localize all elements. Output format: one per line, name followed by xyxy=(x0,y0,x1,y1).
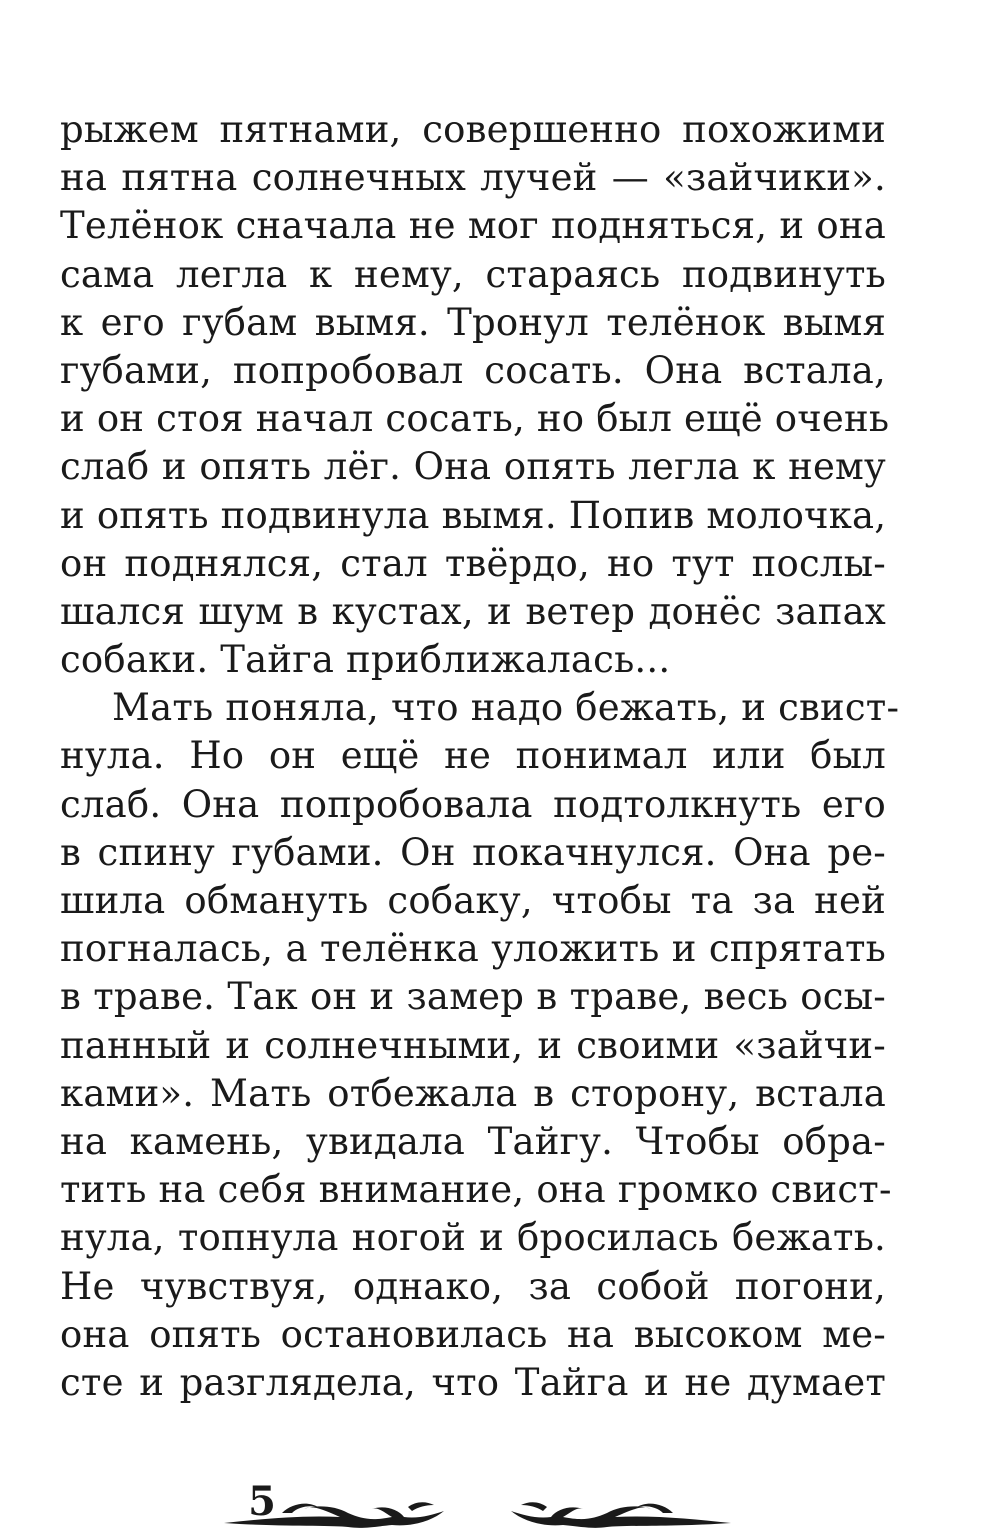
text-line: на пятна солнечных лучей — «зайчики». xyxy=(60,156,886,200)
text-line: шался шум в кустах, и ветер донёс запах xyxy=(60,589,886,633)
text-line: собаки. Тайга приближалась... xyxy=(60,638,671,682)
text-line: нула, топнула ногой и бросилась бежать. xyxy=(60,1216,886,1260)
decorative-swirl-right-icon xyxy=(508,1497,733,1537)
text-line: сте и разглядела, что Тайга и не думает xyxy=(60,1360,886,1404)
text-line: Не чувствуя, однако, за собой погони, xyxy=(60,1264,886,1308)
page-body-text xyxy=(60,106,900,1407)
text-line: к его губам вымя. Тронул телёнок вымя xyxy=(60,300,886,344)
text-line: Телёнок сначала не мог подняться, и она xyxy=(60,204,886,248)
text-line: в траве. Так он и замер в траве, весь осы- xyxy=(60,975,886,1019)
text-line: сама легла к нему, стараясь подвинуть xyxy=(60,252,886,296)
text-line: погналась, а телёнка уложить и спрятать xyxy=(60,927,886,971)
text-line: и опять подвинула вымя. Попив молочка, xyxy=(60,493,887,537)
text-line: рыжем пятнами, совершенно похожими xyxy=(60,108,886,151)
text-line: он поднялся, стал твёрдо, но тут послы- xyxy=(60,541,886,585)
text-line: ками». Мать отбежала в сторону, встала xyxy=(60,1071,886,1115)
text-line: шила обмануть собаку, чтобы та за ней xyxy=(60,879,886,922)
text-line: и он стоя начал сосать, но был ещё очень xyxy=(60,397,890,441)
text-line: слаб. Она попробовала подтолкнуть его xyxy=(60,782,886,826)
text-line: панный и солнечными, и своими «зайчи- xyxy=(60,1023,886,1067)
text-line: Мать поняла, что надо бежать, и свист- xyxy=(112,686,900,730)
text-line: нула. Но он ещё не понимал или был xyxy=(60,734,886,778)
text-line: тить на себя внимание, она громко свист- xyxy=(60,1168,892,1212)
text-line: на камень, увидала Тайгу. Чтобы обра- xyxy=(60,1119,886,1163)
text-line: она опять остановилась на высоком ме- xyxy=(60,1312,886,1356)
page-number: 5 xyxy=(248,1478,276,1525)
text-line: в спину губами. Он покачнулся. Она ре- xyxy=(60,830,886,874)
text-line: губами, попробовал сосать. Она встала, xyxy=(60,348,886,392)
text-line: слаб и опять лёг. Она опять легла к нему xyxy=(60,445,886,489)
